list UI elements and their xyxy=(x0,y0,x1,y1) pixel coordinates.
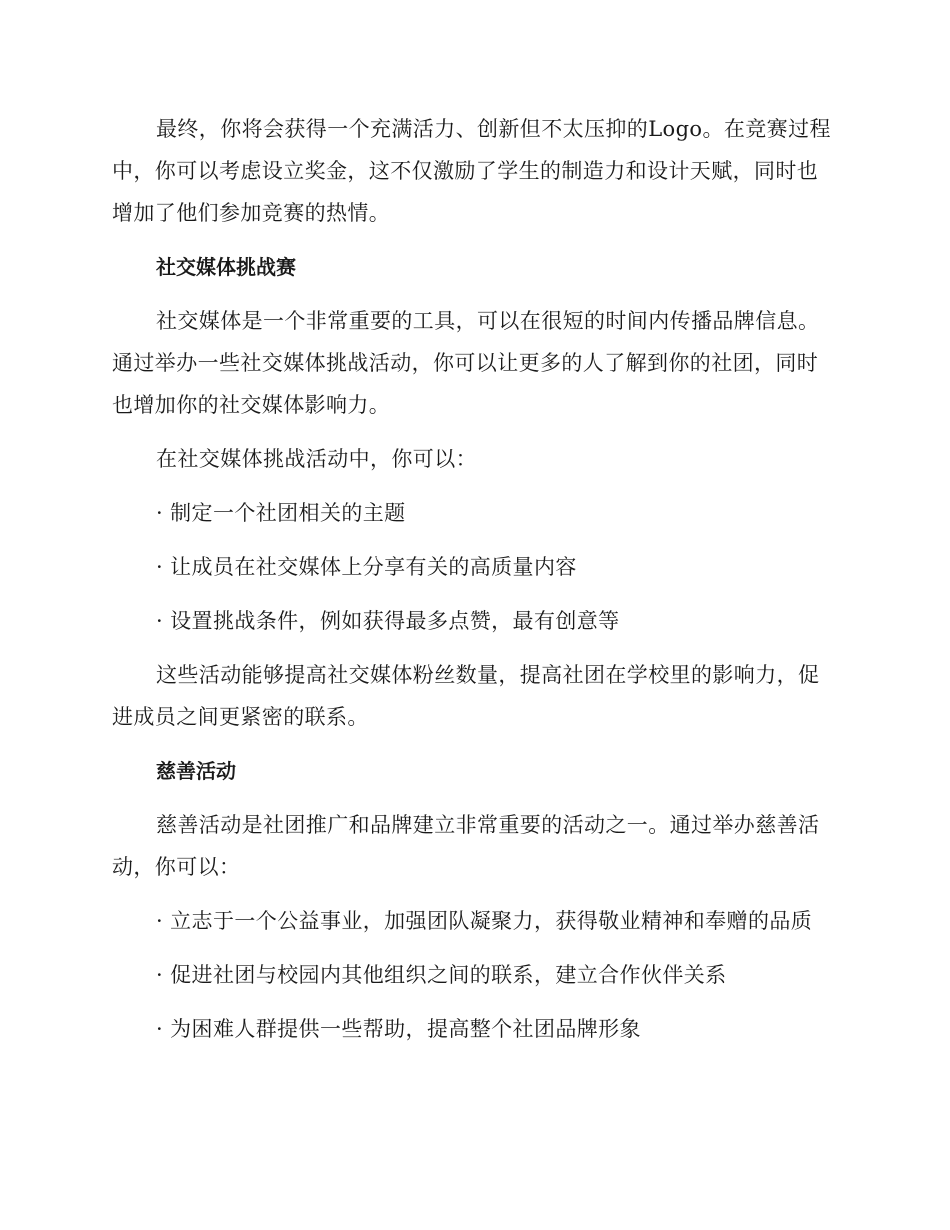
paragraph-social-media-result: 这些活动能够提高社交媒体粉丝数量，提高社团在学校里的影响力，促进成员之间更紧密的联系。 xyxy=(112,663,820,729)
document-page xyxy=(112,108,834,1062)
paragraph-logo-contest: 最终，你将会获得一个充满活力、创新但不太压抑的Logo。在竞赛过程中，你可以考虑设立奖金，这不仅激励了学生的制造力和设计天赋，同时也增加了他们参加竞赛的热情。 xyxy=(112,117,831,225)
list-item: · 设置挑战条件，例如获得最多点赞，最有创意等 xyxy=(156,609,620,633)
list-item: · 让成员在社交媒体上分享有关的高质量内容 xyxy=(156,555,577,579)
list-item: · 立志于一个公益事业，加强团队凝聚力，获得敬业精神和奉赠的品质 xyxy=(156,909,813,933)
paragraph-social-media-intro: 社交媒体是一个非常重要的工具，可以在很短的时间内传播品牌信息。通过举办一些社交媒体挑战活动，你可以让更多的人了解到你的社团，同时也增加你的社交媒体影响力。 xyxy=(112,309,820,417)
paragraph-social-media-lead: 在社交媒体挑战活动中，你可以： xyxy=(156,447,477,471)
section-heading-social-media: 社交媒体挑战赛 xyxy=(156,255,296,279)
paragraph-charity-intro: 慈善活动是社团推广和品牌建立非常重要的活动之一。通过举办慈善活动，你可以： xyxy=(112,813,820,879)
list-item: · 制定一个社团相关的主题 xyxy=(156,501,406,525)
section-heading-charity: 慈善活动 xyxy=(156,759,236,783)
list-item: · 为困难人群提供一些帮助，提高整个社团品牌形象 xyxy=(156,1017,641,1041)
list-item: · 促进社团与校园内其他组织之间的联系，建立合作伙伴关系 xyxy=(156,963,727,987)
